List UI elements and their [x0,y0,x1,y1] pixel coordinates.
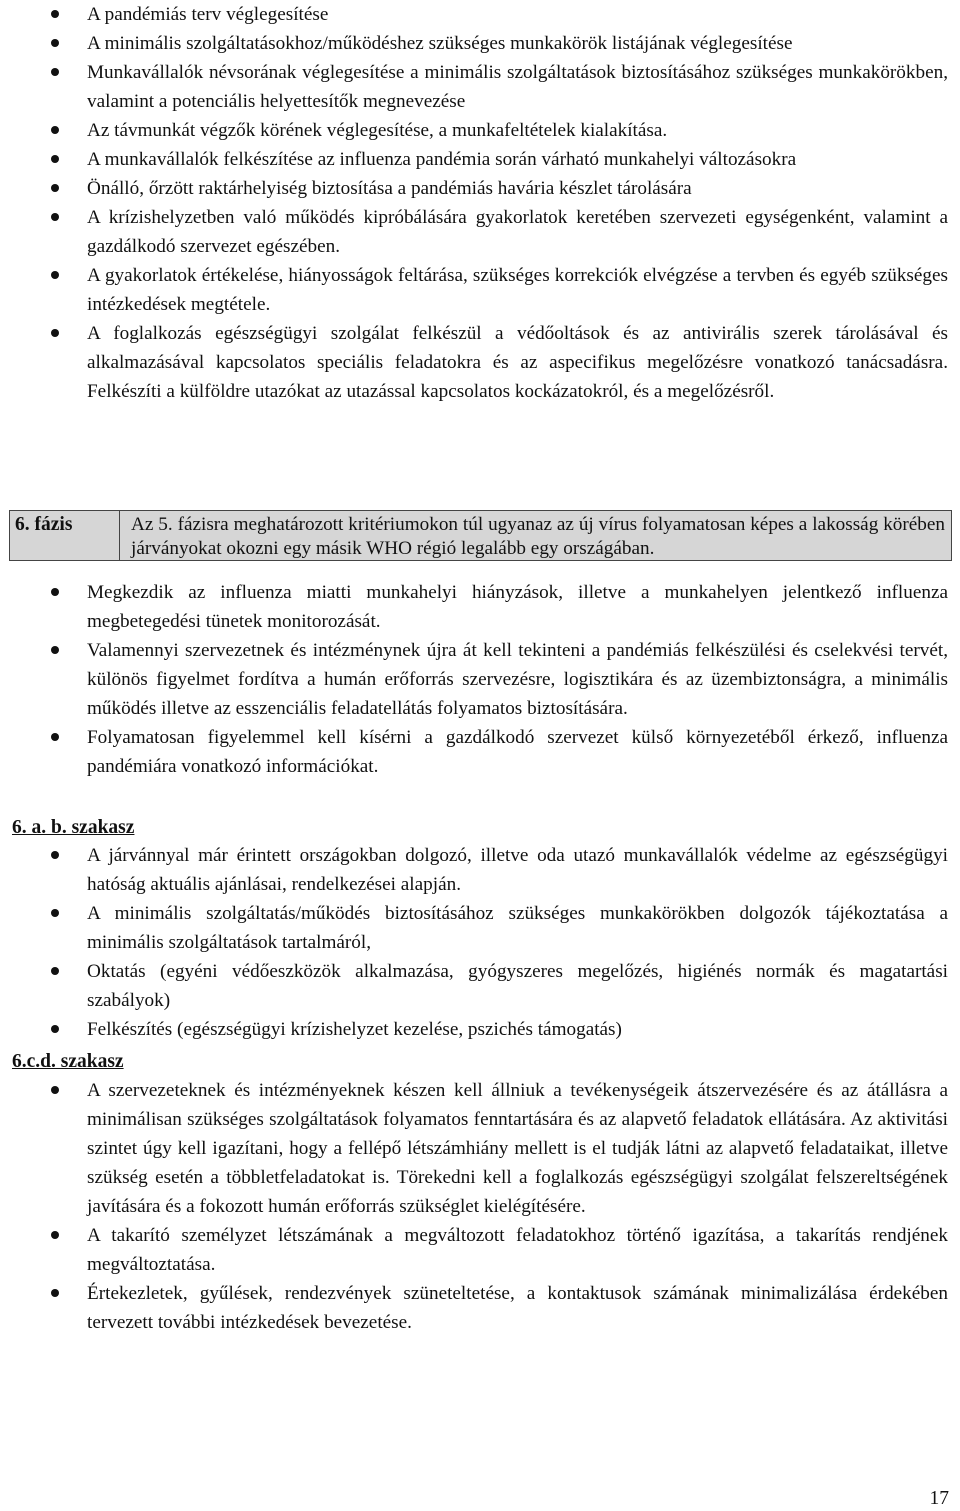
list-item-text: A szervezeteknek és intézményeknek készen kell állniuk a tevékenységeik átszervezésére és az átállásra a minimálisan szükséges szolgáltatások folyamatos fenntartására és az alapvető feladatok ellátására. Az aktivitási szintet úgy kell igazítani, hogy a fellépő létszámhiány mellett is el tudják látni az alapvető feladataikat, illetve szükség esetén a többletfeladatokat is. Törekedni kell a foglalkozás egészségügyi szolgálat felszereltségének javítására és a fokozott humán erőforrás szükséglet kielégítésére. [87,1080,948,1217]
bullet-icon [51,1025,59,1033]
section-heading-6cd: 6.c.d. szakasz [12,1051,124,1072]
list-item-text: A minimális szolgáltatásokhoz/működéshez szükséges munkakörök listájának véglegesítése [87,33,793,54]
section-heading-6ab: 6. a. b. szakasz [12,817,135,838]
list-item [0,578,960,636]
list-item-text: A gyakorlatok értékelése, hiányosságok feltárása, szükséges korrekciók elvégzése a tervben és egyéb szükséges intézkedések megtétele. [87,265,948,315]
list-item-text: Értekezletek, gyűlések, rendezvények szüneteltetése, a kontaktusok számának minimalizálása érdekében tervezett további intézkedések bevezetése. [87,1283,948,1333]
phase-description: Az 5. fázisra meghatározott kritériumokon túl ugyanaz az új vírus folyamatosan képes a lakosság körében járványokat okozni egy másik WHO régió legalább egy országában. [131,514,945,559]
list-item [0,636,960,723]
list-item-text: A krízishelyzetben való működés kipróbálására gyakorlatok keretében szervezeti egységenként, valamint a gazdálkodó szervezet egészében. [87,207,948,257]
list-item-text: Valamennyi szervezetnek és intézménynek újra át kell tekinteni a pandémiás felkészülési és cselekvési tervét, különös figyelmet fordítva a humán erőforrás szervezésre, logisztikára és az üzembiztonságra, a minimális működés illetve az esszenciális feladatellátás folyamatos biztosítására. [87,640,948,719]
list-item [0,203,960,261]
list-item [0,174,960,203]
list-item [0,58,960,116]
bullet-icon [51,1231,59,1239]
bullet-icon [51,213,59,221]
bullet-icon [51,126,59,134]
list-item-text: Folyamatosan figyelemmel kell kísérni a gazdálkodó szervezet külső környezetéből érkező, influenza pandémiára vonatkozó információkat. [87,727,948,777]
list-item-text: Az távmunkát végzők körének véglegesítése, a munkafeltételek kialakítása. [87,120,668,141]
bullet-icon [51,646,59,654]
bullet-icon [51,967,59,975]
list-item-text: A foglalkozás egészségügyi szolgálat felkészül a védőoltások és az antivirális szerek tárolásával és alkalmazásával kapcsolatos speciális feladatokra és az aspecifikus megelőzésre vonatkozó tanácsadásra. Felkészíti a külföldre utazókat az utazással kapcsolatos kockázatokról, és a megelőzésről. [87,323,948,402]
bullet-icon [51,588,59,596]
list-item [0,116,960,145]
page-number: 17 [929,1488,949,1509]
bullet-icon [51,1086,59,1094]
bullet-icon [51,733,59,741]
bullet-list-phase6 [0,578,960,781]
bullet-icon [51,68,59,76]
bullet-icon [51,909,59,917]
bullet-icon [51,271,59,279]
list-item [0,957,960,1015]
list-item [0,0,960,29]
list-item [0,841,960,899]
bullet-list-phase5 [0,0,960,406]
bullet-icon [51,10,59,18]
bullet-icon [51,851,59,859]
bullet-list-6ab [0,841,960,1044]
list-item-text: Megkezdik az influenza miatti munkahelyi hiányzások, illetve a munkahelyen jelentkező influenza megbetegedési tünetek monitorozását. [87,582,948,632]
list-item-text: Oktatás (egyéni védőeszközök alkalmazása, gyógyszeres megelőzés, higiénés normák és magatartási szabályok) [87,961,948,1011]
list-item [0,1221,960,1279]
bullet-icon [51,184,59,192]
list-item [0,1015,960,1044]
list-item-text: A pandémiás terv véglegesítése [87,4,329,25]
phase-label: 6. fázis [10,511,120,560]
bullet-icon [51,329,59,337]
list-item-text: Önálló, őrzött raktárhelyiség biztosítása a pandémiás havária készlet tárolására [87,178,692,199]
bullet-icon [51,1289,59,1297]
list-item [0,145,960,174]
list-item-text: A munkavállalók felkészítése az influenza pandémia során várható munkahelyi változásokra [87,149,797,170]
list-item-text: Felkészítés (egészségügyi krízishelyzet kezelése, pszichés támogatás) [87,1019,622,1040]
list-item [0,1076,960,1221]
list-item [0,319,960,406]
list-item [0,29,960,58]
list-item [0,723,960,781]
bullet-icon [51,155,59,163]
bullet-icon [51,39,59,47]
phase-box [9,510,952,561]
list-item [0,899,960,957]
list-item-text: Munkavállalók névsorának véglegesítése a minimális szolgáltatások biztosításához szükséges munkakörökben, valamint a potenciális helyettesítők megnevezése [87,62,948,112]
list-item [0,1279,960,1337]
list-item [0,261,960,319]
list-item-text: A takarító személyzet létszámának a megváltozott feladatokhoz történő igazítása, a takarítás rendjének megváltoztatása. [87,1225,948,1275]
list-item-text: A járvánnyal már érintett országokban dolgozó, illetve oda utazó munkavállalók védelme az egészségügyi hatóság aktuális ajánlásai, rendelkezései alapján. [87,845,948,895]
bullet-list-6cd [0,1076,960,1337]
list-item-text: A minimális szolgáltatás/működés biztosításához szükséges munkakörökben dolgozók tájékoztatása a minimális szolgáltatások tartalmáról, [87,903,948,953]
